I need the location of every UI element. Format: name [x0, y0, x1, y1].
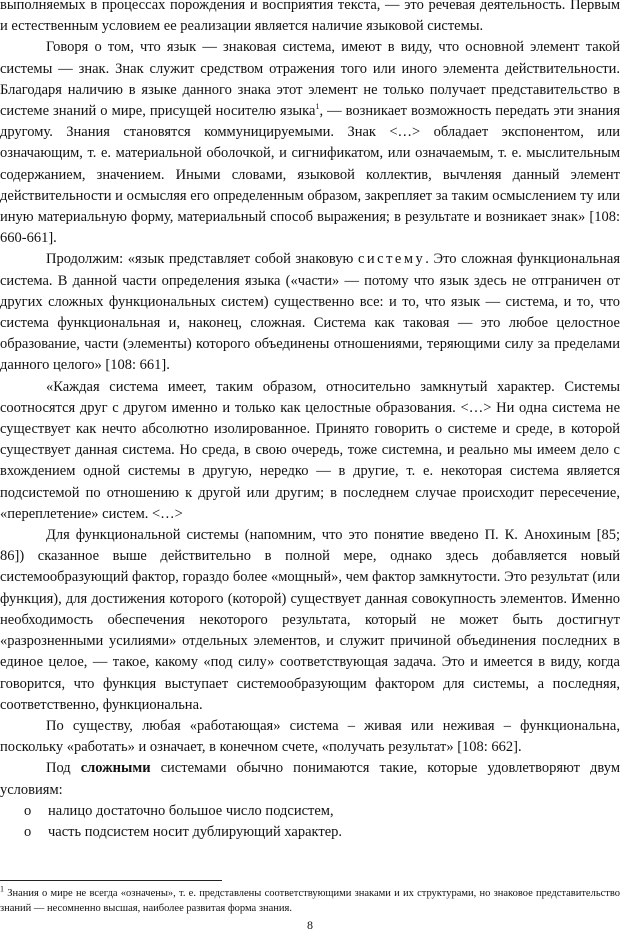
- paragraph-text: выполняемых в процессах порождения и восприятия текста, — это речевая деятельность. Первым и естественным условием ее реализации является наличие языковой системы.: [0, 0, 620, 35]
- footnote-text: Знания о мире не всегда «означены», т. е. представлены соответствующими знаками и их структурами, но знаковое представительство знаний — несомненно высшая, наиболее развитая форма знания.: [0, 888, 620, 914]
- bold-term: сложными: [80, 760, 151, 777]
- paragraph-text: . Это сложная функциональная система. В данной части определения языка («части» — потому что язык здесь не отграничен от других сложных функциональных систем) существенно все: и то, что язык — система, и то, что система функциональная и, наконец, сложная. Система как таковая — это любое целостное образование, части (элементы) которого объединены отношениями, теряющими силу за пределами данного целого» [108: 661].: [0, 251, 620, 374]
- paragraph: [0, 377, 620, 525]
- paragraph-text: «Каждая система имеет, таким образом, относительно замкнутый характер. Системы соотносятся друг с другом именно и только как целостные образования. <…> Ни одна система не существует как нечто абсолютно изолированное. Принято говорить о системе и среде, в которой существует данная система. Но среда, в свою очередь, тоже системна, и реально мы имеем дело с вхождением одной системы в другую, нередко — в другие, т. е. некоторая система является подсистемой по отношению к другой или другим; в последнем случае происходит пересечение, «переплетение» систем. <…>: [0, 378, 620, 522]
- bullet-marker: o: [24, 802, 32, 819]
- list-item-text: налицо достаточно большое число подсистем,: [48, 802, 334, 819]
- bullet-list: [0, 801, 620, 843]
- paragraph-text: , — возникает возможность передать эти знания другому. Знания становятся коммуницируемыми. Знак <…> обладает экспонентом, или означающим, т. е. материальной оболочкой, и сигнификатом, или означаемым, т. е. мыслительным содержанием, значением. Иными словами, языковой коллектив, вычленяя данный элемент действительности и осмысляя его определенным образом, закрепляет за таким осмыслением ту или иную материальную форму, материальный способ выражения; в результате и возникает знак» [108: 660-661].: [0, 103, 620, 247]
- paragraph: [0, 716, 620, 758]
- bullet-marker: o: [24, 823, 32, 840]
- paragraph-text: По существу, любая «работающая» система – живая или неживая – функциональна, поскольку «работать» и означает, в конечном счете, «получать результат» [108: 662].: [0, 717, 620, 756]
- paragraph-text: Говоря о том, что язык — знаковая система, имеют в виду, что основной элемент такой системы — знак. Знак служит средством отражения того или иного элемента действительности. Благодаря наличию в языке данного знака этот элемент не только получает представительство в системе знаний о мире, присущей носителю языка: [0, 39, 620, 120]
- paragraph-text: Под: [46, 760, 81, 777]
- paragraph-text: системами обычно понимаются такие, которые удовлетворяют двум условиям:: [0, 760, 620, 798]
- list-item: [0, 822, 620, 843]
- list-item: [0, 801, 620, 822]
- paragraph: [0, 758, 620, 800]
- footnote-number: 1: [0, 884, 4, 894]
- paragraph-text: Для функциональной системы (напомним, что это понятие введено П. К. Анохиным [85; 86]) сказанное выше действительно в полной мере, однако здесь добавляется новый системообразующий фактор, гораздо более «мощный», чем фактор замкнутости. Это результат (или функция), для достижения которого (которой) существует данная совокупность элементов. Именно необходимость обеспечения некоторого результата, который не может быть достигнут «разрозненными усилиями» отдельных элементов, и служит причиной объединения последних в единое целое, — такое, какому «под силу» соответствующая задача. Это и имеется в виду, когда говорится, что функция выступает системообразующим фактором для системы, а последняя, соответственно, функциональна.: [0, 527, 620, 713]
- page-number: 8: [307, 918, 313, 932]
- list-item-text: часть подсистем носит дублирующий характер.: [48, 823, 343, 840]
- paragraph: [0, 249, 620, 376]
- footnote-separator: [0, 880, 222, 881]
- spaced-emphasis: систему: [357, 251, 426, 268]
- footnote-ref: 1: [315, 102, 320, 112]
- paragraph-text: Продолжим: «язык представляет собой знаковую: [46, 251, 358, 268]
- paragraph: [0, 37, 620, 249]
- paragraph: [0, 525, 620, 716]
- paragraph: [0, 0, 620, 37]
- footnote: [0, 886, 620, 916]
